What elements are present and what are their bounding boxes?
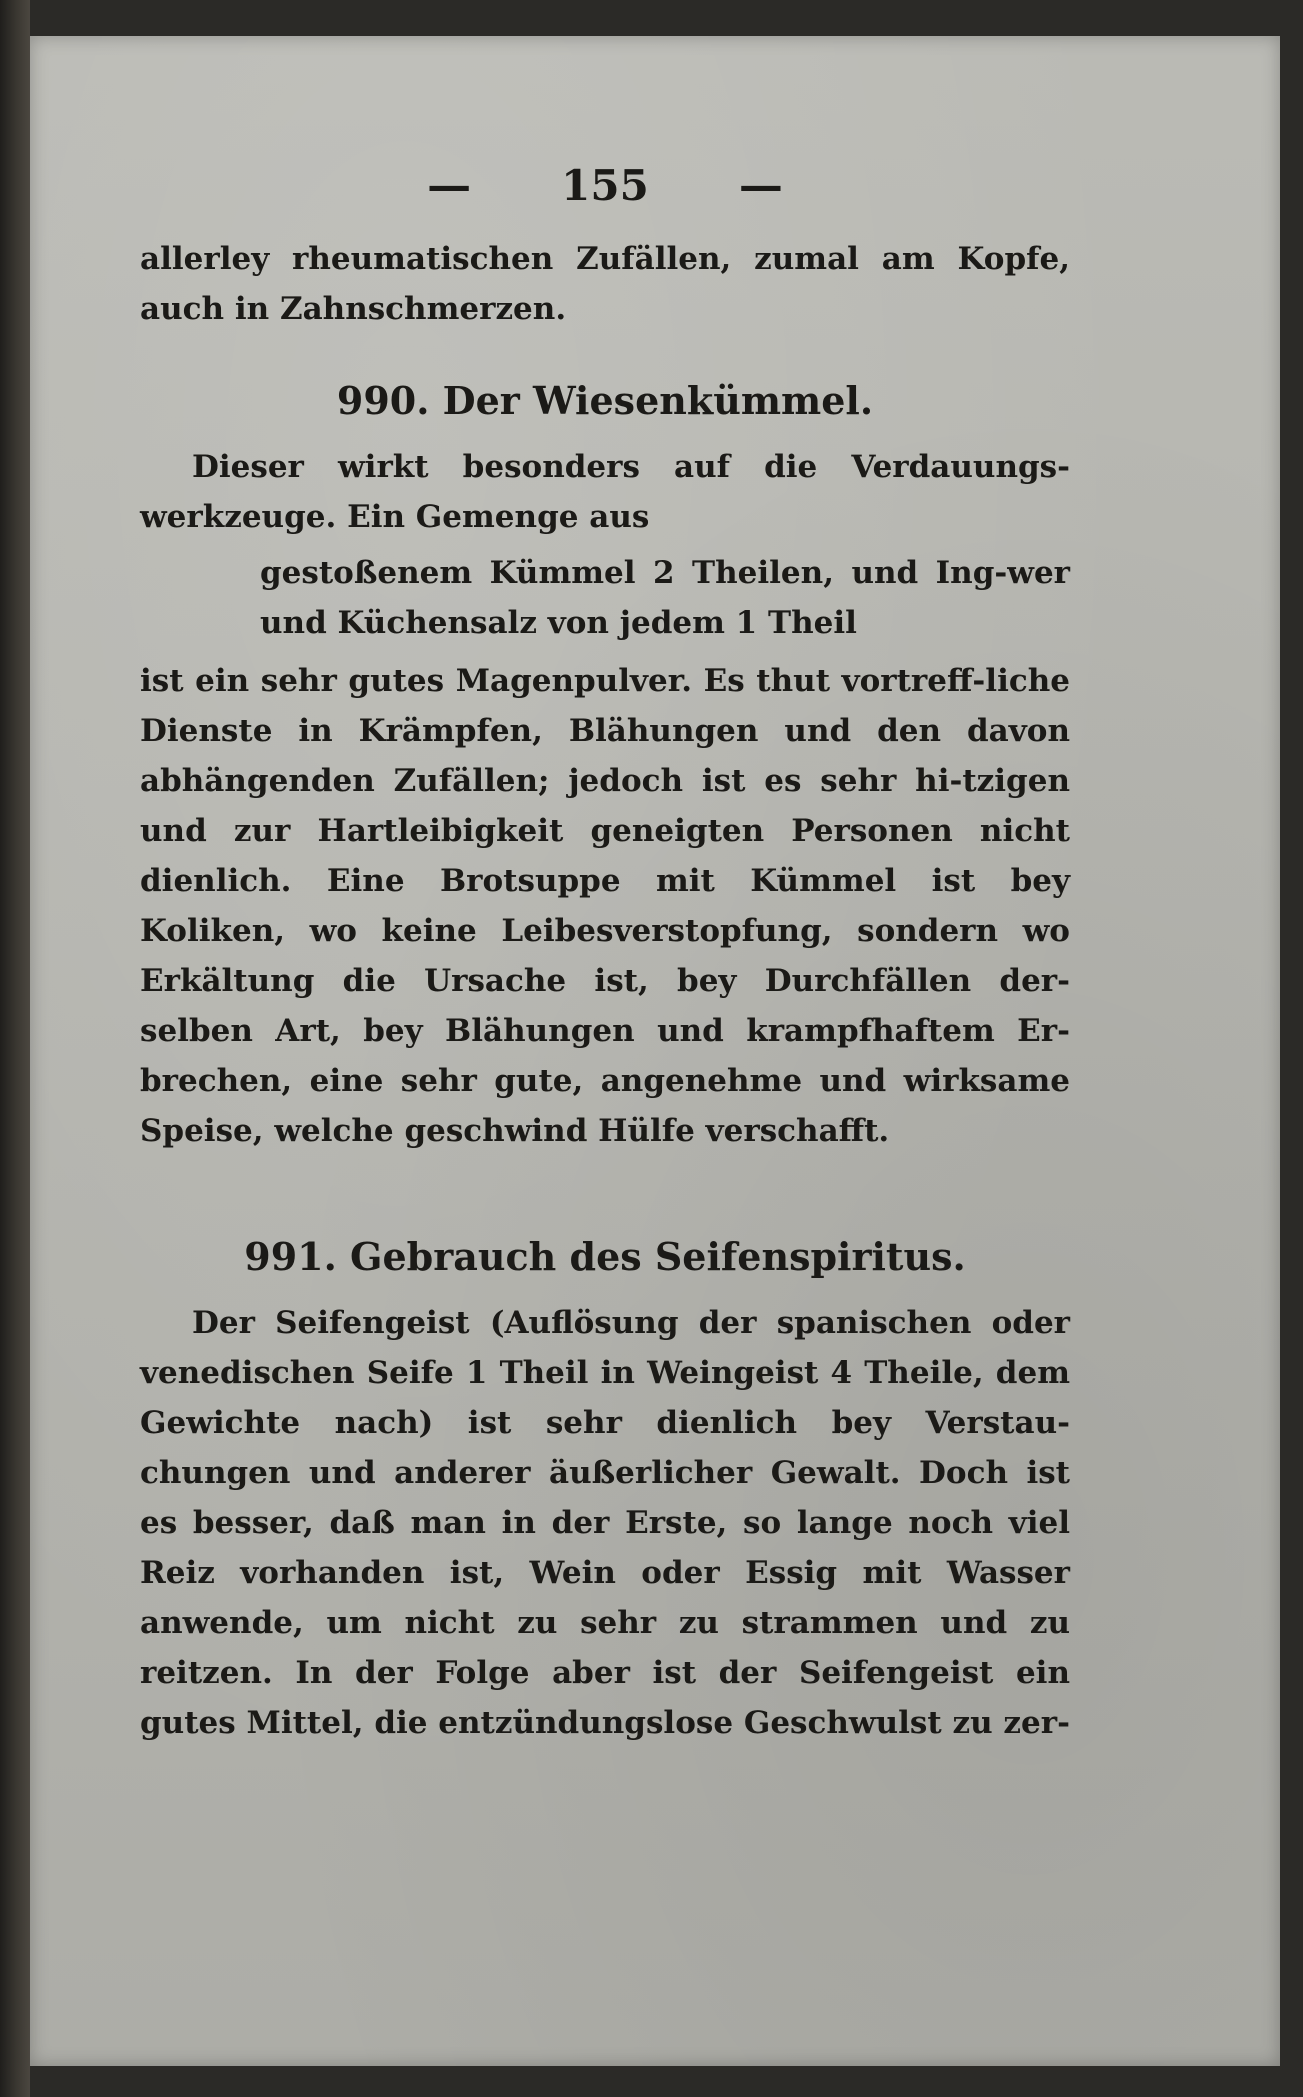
page-content — [140, 156, 1070, 2036]
book-page — [30, 36, 1280, 2066]
header-dash-left: — — [427, 160, 472, 211]
header-dash-right: — — [738, 160, 783, 211]
section-heading-991: 991. Gebrauch des Seifenspiritus. — [244, 1234, 966, 1279]
continued-paragraph: allerley rheumatischen Zufällen, zumal am Kopfe, auch in Zahnschmerzen. — [140, 241, 1070, 327]
page-number: 155 — [561, 161, 649, 210]
section-spacer — [140, 1156, 1070, 1190]
page-header — [140, 156, 1070, 216]
section-990-recipe: gestoßenem Kümmel 2 Theilen, und Ing-wer und Küchensalz von jedem 1 Theil — [260, 555, 1070, 641]
section-heading-990: 990. Der Wiesenkümmel. — [336, 378, 874, 423]
section-990-intro: Dieser wirkt besonders auf die Verdauungs-werkzeuge. Ein Gemenge aus — [140, 449, 1070, 535]
book-edge-shadow — [0, 0, 30, 2097]
section-990-body: ist ein sehr gutes Magenpulver. Es thut vortreff-liche Dienste in Krämpfen, Blähungen und den davon abhängenden Zufällen; jedoch ist es sehr hi-tzigen und zur Hartleibigkeit geneigten Personen nicht dienlich. Eine Brotsuppe mit Kümmel ist bey Koliken, wo keine Leibesverstopfung, sondern wo Erkältung die Ursache ist, bey Durchfällen der-selben Art, bey Blähungen und krampfhaftem Er-brechen, eine sehr gute, angenehme und wirksame Speise, welche geschwind Hülfe verschafft. — [140, 663, 1070, 1149]
section-991-body: Der Seifengeist (Auflösung der spanischen oder venedischen Seife 1 Theil in Weingeist 4 Theile, dem Gewichte nach) ist sehr dienlich bey Verstau-chungen und anderer äußerlicher Gewalt. Doch ist es besser, daß man in der Erste, so lange noch viel Reiz vorhanden ist, Wein oder Essig mit Wasser anwende, um nicht zu sehr zu strammen und zu reitzen. In der Folge aber ist der Seifengeist ein gutes Mittel, die entzündungslose Geschwulst zu zer- — [140, 1305, 1070, 1741]
